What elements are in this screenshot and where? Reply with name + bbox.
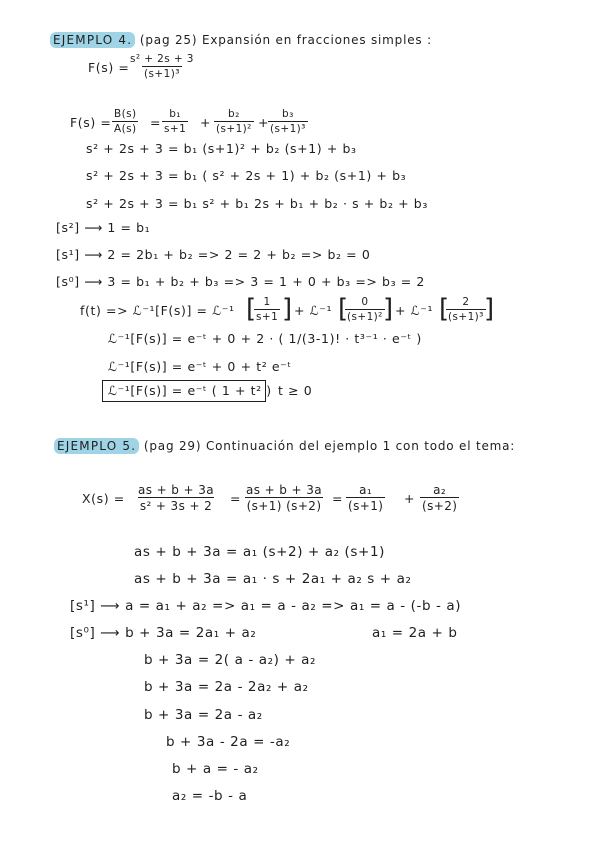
ex5-step-5: b + 3a = 2( a - a₂) + a₂ (144, 652, 317, 668)
ft-fraction-1 (254, 297, 280, 322)
right-bracket: ] (484, 294, 495, 324)
left-bracket: [ (246, 294, 257, 324)
term3-denominator: (s+1)³ (270, 122, 306, 135)
coefficient-s1: [s¹] ⟶ 2 = 2b₁ + b₂ => 2 = 2 + b₂ => b₂ = 0 (56, 247, 371, 262)
ex5-coefficient-s0: [s⁰] ⟶ b + 3a = 2a₁ + a₂ (70, 625, 257, 641)
inverse-step-2: ℒ⁻¹[F(s)] = e⁻ᵗ + 0 + t² e⁻ᵗ (108, 359, 292, 374)
ex5-step-2: as + b + 3a = a₁ · s + 2a₁ + a₂ s + a₂ (134, 571, 412, 587)
term1-fraction (162, 109, 188, 134)
ft-fraction-2-numerator: 0 (361, 296, 369, 308)
equals-sign: = (230, 491, 242, 506)
equals-sign: = (332, 491, 344, 506)
term2-denominator: (s+1)² (216, 122, 252, 135)
right-bracket: ] (282, 294, 293, 324)
ex5-step-1: as + b + 3a = a₁ (s+2) + a₂ (s+1) (134, 544, 386, 560)
ex5-step-6: b + 3a = 2a - 2a₂ + a₂ (144, 679, 309, 695)
term1-numerator: b₁ (169, 108, 181, 120)
inverse-laplace-label: f(t) => ℒ⁻¹[F(s)] = ℒ⁻¹ (80, 303, 235, 318)
term3-fraction (268, 109, 308, 134)
fs-fraction (128, 54, 196, 79)
xs-fraction-4 (420, 484, 459, 512)
ft-fraction-3-denominator: (s+1)³ (448, 310, 484, 323)
term2-fraction (214, 109, 254, 134)
as-denominator: A(s) (114, 122, 137, 135)
bs-numerator: B(s) (114, 108, 137, 120)
fs-numerator: s² + 2s + 3 (130, 53, 194, 65)
ex5-step-7: b + 3a = 2a - a₂ (144, 707, 263, 723)
left-bracket: [ (338, 294, 349, 324)
ft-plus-1: + ℒ⁻¹ (294, 303, 333, 318)
example-4-title: (pag 25) Expansión en fracciones simples : (139, 33, 432, 47)
ft-fraction-2-denominator: (s+1)² (347, 310, 383, 323)
term3-numerator: b₃ (282, 108, 294, 120)
xs-fraction-3-denominator: (s+1) (348, 499, 384, 513)
xs-fraction-4-numerator: a₂ (433, 483, 447, 497)
ex5-step-10: a₂ = -b - a (172, 788, 248, 804)
boxed-result: ℒ⁻¹[F(s)] = e⁻ᵗ ( 1 + t² ) (108, 383, 272, 398)
ft-fraction-3 (446, 297, 486, 322)
ex5-a1-result: a₁ = 2a + b (372, 625, 458, 641)
ft-plus-2: + ℒ⁻¹ (395, 303, 434, 318)
ex5-step-8: b + 3a - 2a = -a₂ (166, 734, 291, 750)
xs-fraction-1-denominator: s² + 3s + 2 (139, 499, 213, 513)
example-5-heading (54, 440, 515, 452)
term2-numerator: b₂ (228, 108, 240, 120)
xs-fraction-1 (136, 484, 216, 512)
coefficient-s0: [s⁰] ⟶ 3 = b₁ + b₂ + b₃ => 3 = 1 + 0 + b₃ => b₃ = 2 (56, 274, 425, 289)
ex5-coefficient-s1: [s¹] ⟶ a = a₁ + a₂ => a₁ = a - a₂ => a₁ = a - (-b - a) (70, 598, 462, 614)
ft-fraction-1-numerator: 1 (263, 296, 271, 308)
plus-sign: + (200, 115, 212, 130)
equation-step-1: s² + 2s + 3 = b₁ (s+1)² + b₂ (s+1) + b₃ (86, 141, 357, 156)
bs-over-as-fraction (112, 109, 138, 134)
equation-step-2: s² + 2s + 3 = b₁ ( s² + 2s + 1) + b₂ (s+1) + b₃ (86, 168, 407, 183)
example-4-heading (50, 34, 432, 46)
xs-fraction-4-denominator: (s+2) (422, 499, 458, 513)
decomp-label: F(s) = (70, 115, 112, 130)
left-bracket: [ (439, 294, 450, 324)
xs-fraction-3-numerator: a₁ (359, 483, 373, 497)
ex5-step-9: b + a = - a₂ (172, 761, 259, 777)
example-5-title: (pag 29) Continuación del ejemplo 1 con todo el tema: (143, 439, 516, 453)
term1-denominator: s+1 (164, 122, 187, 135)
fs-label: F(s) = (88, 60, 130, 75)
plus-sign: + (258, 115, 270, 130)
right-bracket: ] (383, 294, 394, 324)
example-5-tag: EJEMPLO 5. (54, 438, 139, 454)
equation-step-3: s² + 2s + 3 = b₁ s² + b₁ 2s + b₁ + b₂ · s + b₂ + b₃ (86, 196, 428, 211)
xs-fraction-1-numerator: as + b + 3a (138, 483, 214, 497)
xs-fraction-2-denominator: (s+1) (s+2) (246, 499, 322, 513)
ft-fraction-1-denominator: s+1 (256, 310, 279, 323)
example-4-tag: EJEMPLO 4. (50, 32, 135, 48)
xs-label: X(s) = (82, 491, 125, 506)
xs-fraction-2 (244, 484, 324, 512)
ft-fraction-2 (345, 297, 385, 322)
time-condition: t ≥ 0 (278, 383, 313, 398)
xs-fraction-3 (346, 484, 385, 512)
fs-denominator: (s+1)³ (144, 67, 180, 80)
equals-sign: = (150, 115, 162, 130)
plus-sign: + (404, 491, 416, 506)
xs-fraction-2-numerator: as + b + 3a (246, 483, 322, 497)
inverse-step-1: ℒ⁻¹[F(s)] = e⁻ᵗ + 0 + 2 · ( 1/(3-1)! · t³⁻¹ · e⁻ᵗ ) (108, 331, 422, 346)
coefficient-s2: [s²] ⟶ 1 = b₁ (56, 220, 151, 235)
ft-fraction-3-numerator: 2 (462, 296, 470, 308)
